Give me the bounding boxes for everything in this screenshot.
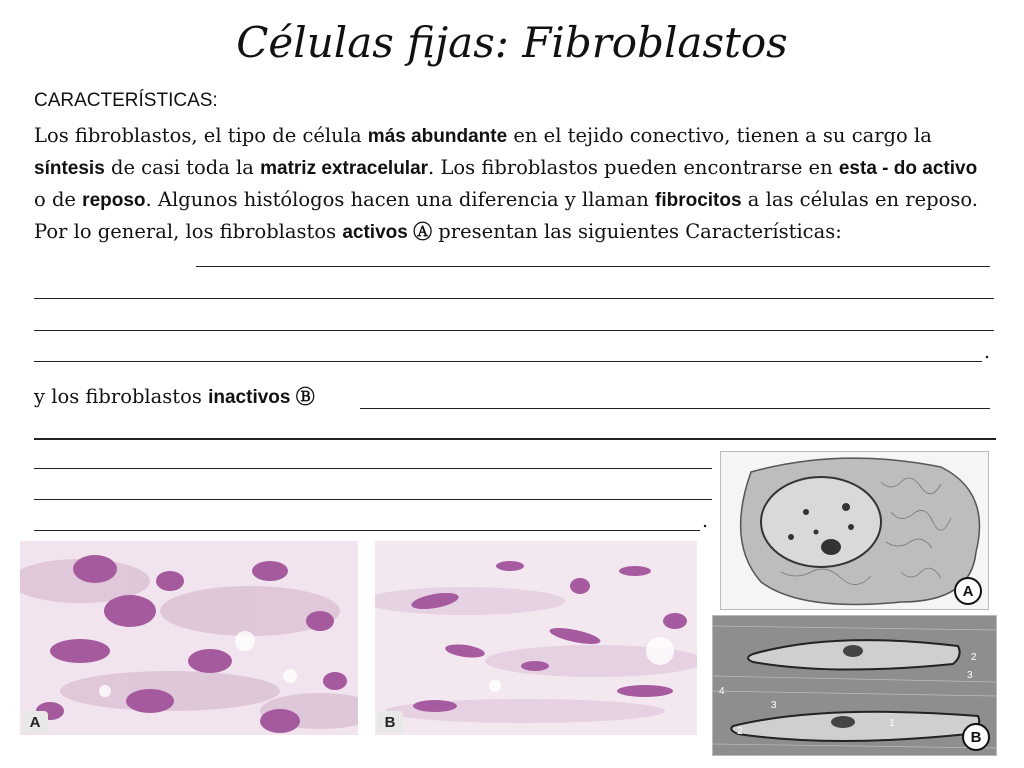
para-text-8: presentan las siguientes Características: [432,220,842,243]
keyword-reposo: reposo [82,190,146,211]
page-title: Células fijas: Fibroblastos [236,18,788,67]
para-text-4: . Los fibroblastos pueden encontrarse en [428,156,839,179]
para-text-3: de casi toda la [104,156,261,179]
label-a-circled: A [954,577,982,605]
label-b: B [377,711,403,733]
line-end-period-2: . [702,510,709,532]
label-b-circled: B [962,723,990,751]
em-number-5: 2 [737,726,743,737]
answer-line-3[interactable] [34,330,994,331]
keyword-estado-activo: esta - do activo [838,158,978,179]
para-text-5: o de [34,188,83,211]
em-number-4: 3 [771,700,777,711]
answer-line-6[interactable] [34,438,996,440]
em-number-3: 4 [719,686,725,697]
answer-line-9[interactable] [34,530,700,531]
para-text-6: . Algunos histólogos hacen una diferencia y llaman [145,188,655,211]
em-active-image [721,452,988,609]
inactive-prompt [34,382,315,409]
keyword-sintesis: síntesis [34,158,105,179]
keyword-mas-abundante: más abundante [367,126,508,147]
section-heading: CARACTERÍSTICAS: [34,90,218,111]
em-inactive-image [713,616,996,755]
answer-line-7[interactable] [34,468,712,469]
light-micrograph-a [20,541,358,735]
answer-line-2[interactable] [34,298,994,299]
answer-line-1[interactable] [196,266,990,267]
em-number-1: 2 [971,652,977,663]
answer-line-5[interactable] [360,408,990,409]
keyword-matriz-extracelular: matriz extracelular [260,158,429,179]
light-micrograph-b [375,541,697,735]
keyword-activos: activos Ⓐ [342,222,433,243]
answer-line-4[interactable] [34,361,982,362]
electron-micrograph-inactive [712,615,997,756]
para-text-7: a las células en reposo. Por lo general, los fibroblastos [34,188,978,243]
em-number-6: 1 [889,718,895,729]
description-paragraph [34,120,994,248]
label-a: A [22,711,48,733]
inactive-text: y los fibroblastos [34,385,209,408]
em-number-2: 3 [967,670,973,681]
electron-micrograph-active [720,451,989,610]
micrograph-b-image [375,541,697,735]
micrograph-a-image [20,541,358,735]
para-text-1: Los fibroblastos, el tipo de célula [34,124,368,147]
keyword-inactivos: inactivos Ⓑ [208,387,315,408]
answer-line-8[interactable] [34,499,712,500]
para-text-2: en el tejido conectivo, tienen a su cargo la [507,124,932,147]
keyword-fibrocitos: fibrocitos [655,190,742,211]
line-end-period: . [984,341,991,363]
